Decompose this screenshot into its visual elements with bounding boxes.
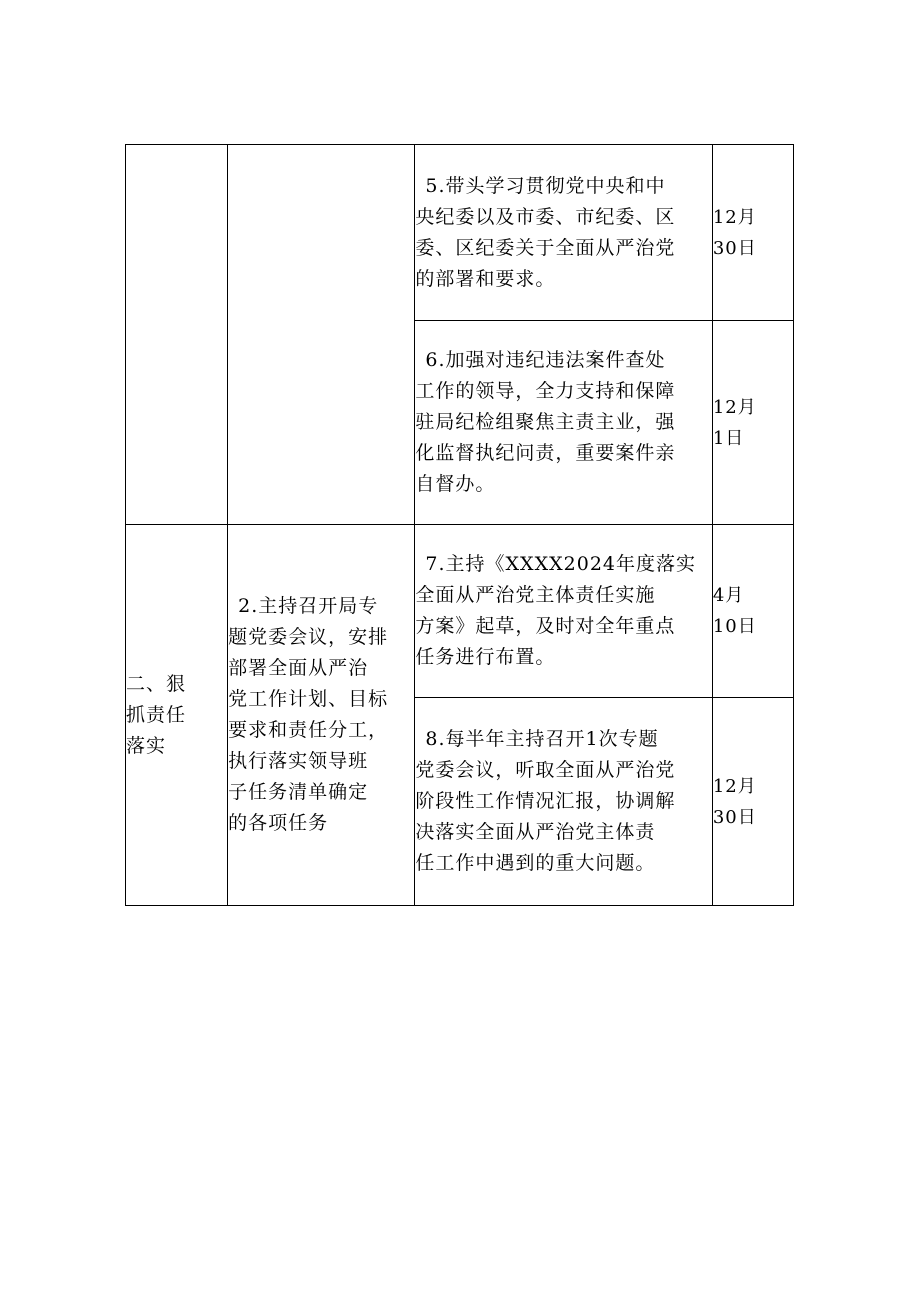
deadline-day: 30日 [712, 237, 757, 259]
task-line: 方案》起草，及时对全年重点 [415, 615, 676, 637]
requirement-cell-empty [228, 145, 415, 525]
task-line: 央纪委以及市委、市纪委、区 [415, 205, 676, 228]
task-line: 全面从严治党主体责任实施 [415, 584, 656, 606]
category-cell-empty [126, 145, 228, 525]
task-cell [415, 321, 712, 525]
deadline-day: 1日 [712, 427, 745, 449]
deadline-cell [712, 321, 793, 525]
category-line: 落实 [126, 734, 167, 757]
task-line: 任工作中遇到的重大问题。 [415, 852, 656, 874]
requirement-line: 子任务清单确定 [228, 781, 369, 803]
task-line: 工作的领导，全力支持和保障 [415, 380, 676, 402]
task-line: 5.带头学习贯彻党中央和中 [425, 174, 666, 197]
requirement-line: 党工作计划、目标 [228, 688, 389, 710]
requirement-line: 题党委会议，安排 [228, 626, 389, 648]
task-line: 委、区纪委关于全面从严治党 [415, 236, 676, 259]
task-cell [415, 525, 712, 698]
deadline-month: 12月 [712, 206, 757, 228]
deadline-month: 12月 [712, 775, 757, 797]
task-line: 7.主持《XXXX2024年度落实 [425, 553, 696, 575]
deadline-cell [712, 698, 793, 906]
task-line: 8.每半年主持召开1次专题 [425, 728, 659, 750]
table-row [126, 525, 794, 698]
task-line: 自督办。 [415, 473, 496, 495]
requirement-line: 要求和责任分工， [228, 719, 389, 741]
category-cell [126, 525, 228, 906]
task-line: 决落实全面从严治党主体责 [415, 821, 656, 843]
category-line: 抓责任 [126, 703, 187, 726]
task-line: 阶段性工作情况汇报，协调解 [415, 790, 676, 812]
deadline-month: 4月 [712, 585, 745, 606]
task-line: 化监督执纪问责，重要案件亲 [415, 442, 676, 464]
requirement-line: 2.主持召开局专 [238, 595, 379, 617]
task-cell [415, 145, 712, 321]
task-line: 的部署和要求。 [415, 267, 556, 290]
deadline-cell [712, 145, 793, 321]
category-line: 二、狠 [126, 672, 187, 695]
deadline-day: 30日 [712, 806, 757, 828]
task-line: 任务进行布置。 [415, 646, 556, 668]
responsibility-table [125, 144, 794, 906]
requirement-line: 部署全面从严治 [228, 657, 369, 679]
task-line: 6.加强对违纪违法案件查处 [425, 349, 666, 371]
deadline-cell [712, 525, 793, 698]
requirement-cell [228, 525, 415, 906]
task-line: 党委会议，听取全面从严治党 [415, 759, 676, 781]
task-cell [415, 698, 712, 906]
requirement-line: 的各项任务 [228, 812, 329, 834]
deadline-day: 10日 [712, 616, 757, 637]
table-row [126, 145, 794, 321]
task-line: 驻局纪检组聚焦主责主业，强 [415, 411, 676, 433]
requirement-line: 执行落实领导班 [228, 750, 369, 772]
deadline-month: 12月 [712, 396, 757, 418]
